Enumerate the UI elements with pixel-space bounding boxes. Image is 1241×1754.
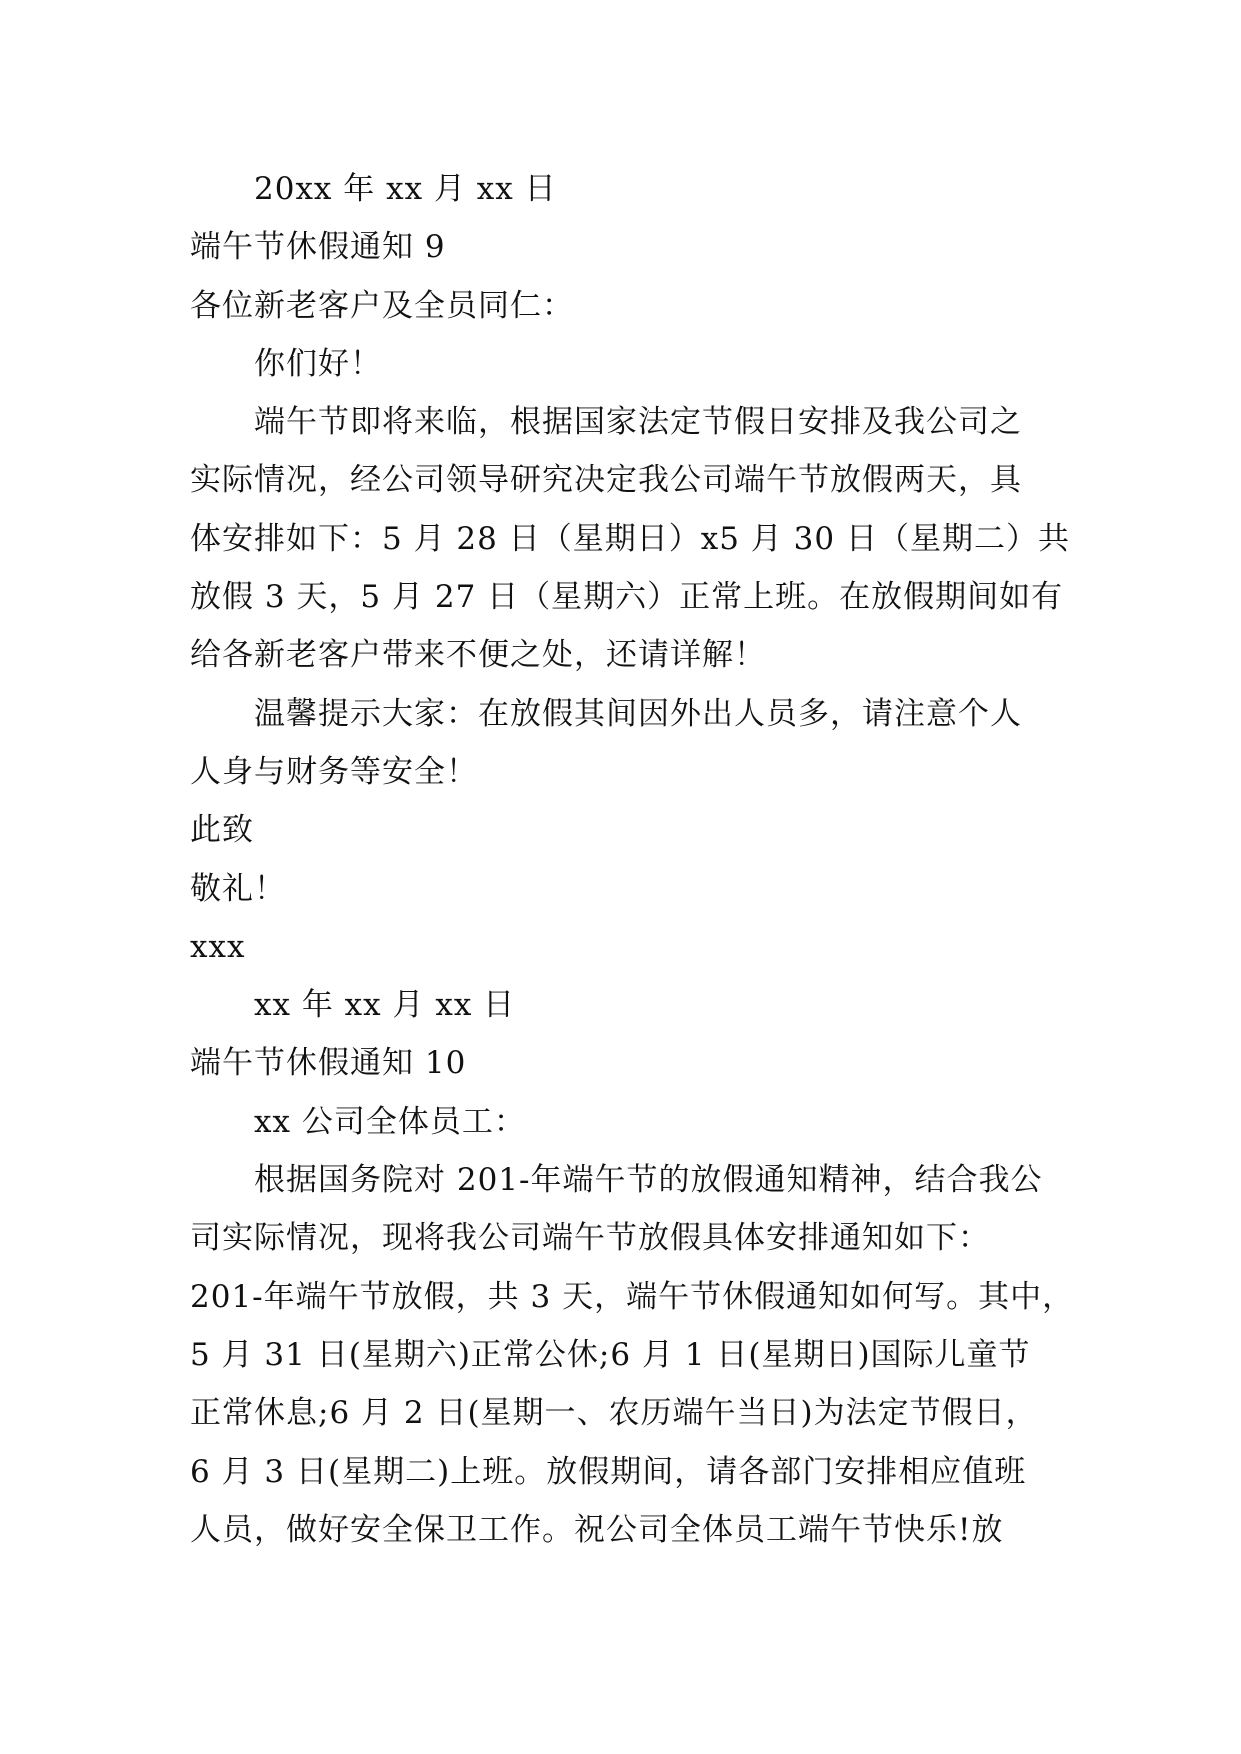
date-line: xx 年 xx 月 xx 日 [254, 987, 516, 1024]
paragraph-line: 司实际情况，现将我公司端午节放假具体安排通知如下： [190, 1220, 990, 1257]
notice-title-10: 端午节休假通知 10 [190, 1045, 467, 1082]
document-body [190, 160, 1075, 1559]
signature-line: xxx [190, 928, 246, 965]
paragraph-line: 体安排如下：5 月 28 日（星期日）x5 月 30 日（星期二）共 [190, 520, 1070, 557]
paragraph-line: 人员，做好安全保卫工作。祝公司全体员工端午节快乐!放 [190, 1511, 1004, 1548]
salutation-line: 各位新老客户及全员同仁： [190, 287, 574, 324]
closing-line: 此致 [190, 812, 254, 849]
paragraph-line: 给各新老客户带来不便之处，还请详解！ [190, 637, 766, 674]
paragraph-line: 端午节即将来临，根据国家法定节假日安排及我公司之 [254, 404, 1022, 441]
paragraph-line: 实际情况，经公司领导研究决定我公司端午节放假两天，具 [190, 462, 1022, 499]
paragraph-line: 正常休息;6 月 2 日(星期一、农历端午当日)为法定节假日， [190, 1395, 1038, 1432]
paragraph-line: 人身与财务等安全！ [190, 753, 478, 790]
paragraph-line: 6 月 3 日(星期二)上班。放假期间，请各部门安排相应值班 [190, 1453, 1027, 1490]
paragraph-line: 根据国务院对 201-年端午节的放假通知精神，结合我公 [254, 1162, 1043, 1199]
paragraph-line: 温馨提示大家：在放假其间因外出人员多，请注意个人 [254, 695, 1022, 732]
closing-line: 敬礼！ [190, 870, 286, 907]
paragraph-line: 放假 3 天，5 月 27 日（星期六）正常上班。在放假期间如有 [190, 579, 1064, 616]
paragraph-line: 5 月 31 日(星期六)正常公休;6 月 1 日(星期日)国际儿童节 [190, 1336, 1031, 1373]
salutation-line: xx 公司全体员工： [254, 1103, 526, 1140]
greeting-line: 你们好！ [254, 345, 382, 382]
notice-title-9: 端午节休假通知 9 [190, 229, 446, 266]
paragraph-line: 201-年端午节放假，共 3 天，端午节休假通知如何写。其中， [190, 1278, 1075, 1315]
date-line: 20xx 年 xx 月 xx 日 [254, 171, 557, 207]
